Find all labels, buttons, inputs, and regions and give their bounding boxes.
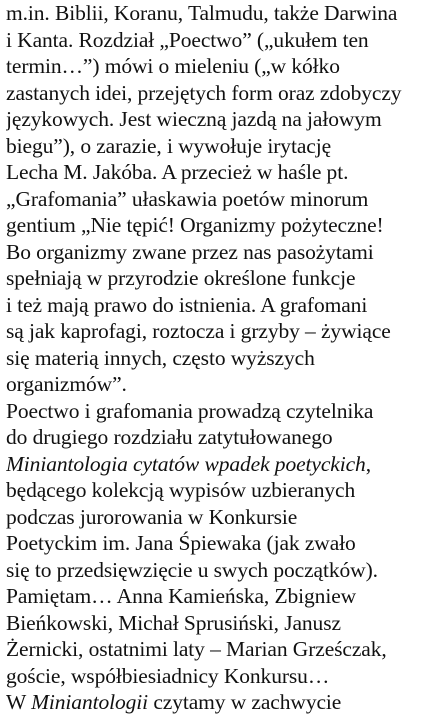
text-run: „Grafomania” ułaskawia poetów minorum xyxy=(6,186,369,211)
text-run: biegu”), o zarazie, i wywołuje irytację xyxy=(6,133,332,158)
text-line xyxy=(6,159,422,186)
text-line xyxy=(6,27,422,54)
text-line xyxy=(6,530,422,557)
text-line xyxy=(6,133,422,160)
text-run: m.in. Biblii, Koranu, Talmudu, także Darwina xyxy=(6,1,398,25)
text-line xyxy=(6,557,422,584)
text-line xyxy=(6,318,422,345)
text-line xyxy=(6,636,422,663)
text-line xyxy=(6,265,422,292)
text-run: spełniają w przyrodzie określone funkcje xyxy=(6,266,356,290)
text-run: i Kanta. Rozdział „Poectwo” („ukułem ten xyxy=(6,27,369,52)
italic-title-text: Miniantologii xyxy=(31,690,149,714)
text-run: i też mają prawo do istnienia. A grafomani xyxy=(6,292,368,317)
text-run: gentium „Nie tępić! Organizmy pożyteczne! xyxy=(6,213,384,237)
text-run: są jak kaprofagi, roztocza i grzyby – żywiące xyxy=(6,319,391,343)
text-line xyxy=(6,583,422,610)
text-run: W xyxy=(6,690,32,714)
text-line xyxy=(6,239,422,266)
text-run: , xyxy=(365,451,371,476)
italic-title-text: Miniantologia cytatów wpadek poetyckich xyxy=(6,451,366,476)
text-line xyxy=(6,345,422,372)
text-run: do drugiego rozdziału zatytułowanego xyxy=(6,425,333,449)
text-run: podczas jurorowania w Konkursie xyxy=(6,504,298,529)
text-run: Poetyckim im. Jana Śpiewaka (jak zwało xyxy=(6,531,356,555)
text-run: czytamy w zachwycie xyxy=(148,690,342,714)
text-run: językowych. Jest wieczną jazdą na jałowym xyxy=(6,107,382,131)
text-line xyxy=(6,398,422,425)
text-run: Żernicki, ostatnimi laty – Marian Grześczak, xyxy=(6,637,387,661)
text-line xyxy=(6,610,422,637)
text-run: termin…”) mówi o mieleniu („w kółko xyxy=(6,54,340,78)
text-line xyxy=(6,451,422,478)
text-run: będącego kolekcją wypisów uzbieranych xyxy=(6,478,356,502)
text-line xyxy=(6,663,422,690)
text-run: zastanych idei, przejętych form oraz zdobyczy xyxy=(6,80,402,105)
text-line xyxy=(6,53,422,80)
text-run: Bieńkowski, Michał Sprusiński, Janusz xyxy=(6,610,341,635)
text-line xyxy=(6,292,422,319)
text-line xyxy=(6,689,422,716)
text-run: goście, współbiesiadnicy Konkursu… xyxy=(6,663,330,688)
body-text xyxy=(6,0,422,716)
text-run: się materią innych, często wyższych xyxy=(6,345,315,370)
text-line xyxy=(6,424,422,451)
text-line xyxy=(6,371,422,398)
text-line xyxy=(6,186,422,213)
text-line xyxy=(6,80,422,107)
text-run: organizmów”. xyxy=(6,372,127,396)
text-run: Lecha M. Jakóba. A przecież w haśle pt. xyxy=(6,160,349,184)
text-run: się to przedsięwzięcie u swych początków). xyxy=(6,557,378,582)
text-line xyxy=(6,212,422,239)
book-page xyxy=(6,0,422,721)
text-line xyxy=(6,0,422,27)
text-run: Poectwo i grafomania prowadzą czytelnika xyxy=(6,398,374,423)
text-line xyxy=(6,504,422,531)
text-run: Bo organizmy zwane przez nas pasożytami xyxy=(6,239,374,264)
text-line xyxy=(6,106,422,133)
text-run: Pamiętam… Anna Kamieńska, Zbigniew xyxy=(6,584,357,608)
text-line xyxy=(6,477,422,504)
